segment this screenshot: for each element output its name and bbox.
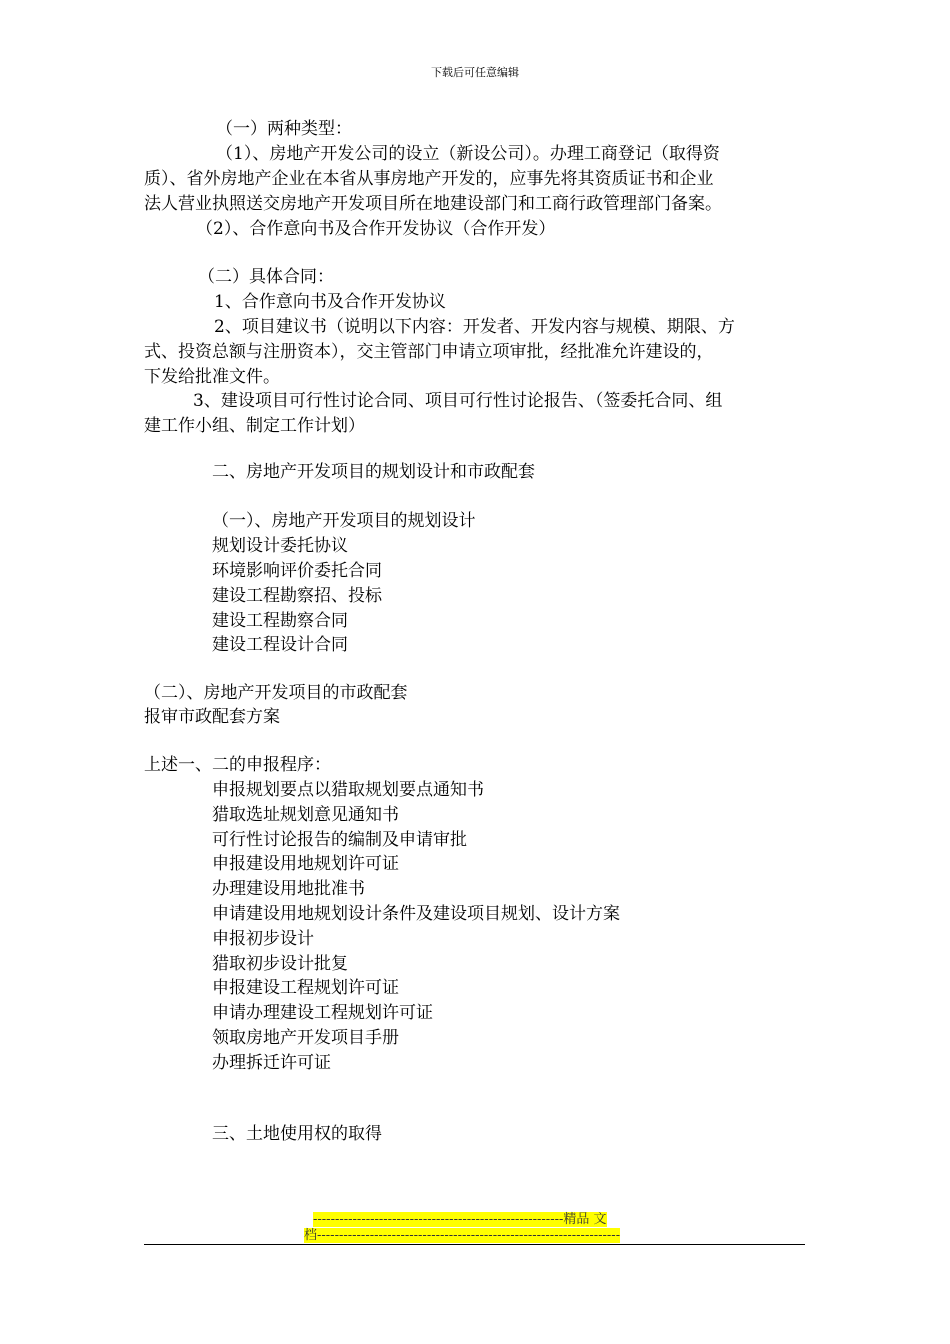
text-line: 下发给批准文件。 <box>144 367 280 387</box>
text-line: （1）、房地产开发公司的设立（新设公司）。办理工商登记（取得资 <box>216 144 720 164</box>
section-heading: 三、土地使用权的取得 <box>212 1124 382 1144</box>
section-heading: 二、房地产开发项目的规划设计和市政配套 <box>212 462 535 482</box>
text-line: 1、合作意向书及合作开发协议 <box>214 292 446 312</box>
subsection-heading: （二）、房地产开发项目的市政配套 <box>144 683 408 703</box>
text-line: 2、项目建议书（说明以下内容：开发者、开发内容与规模、期限、方 <box>214 317 735 337</box>
list-item: 环境影响评价委托合同 <box>212 561 382 581</box>
list-item: 规划设计委托协议 <box>212 536 348 556</box>
footer-line-1: ---------------------------------------------------------精品 文 <box>313 1212 607 1227</box>
list-item: 报审市政配套方案 <box>144 707 280 727</box>
list-item: 猎取选址规划意见通知书 <box>212 805 399 825</box>
list-item: 申请建设用地规划设计条件及建设项目规划、设计方案 <box>212 904 620 924</box>
page-header: 下载后可任意编辑 <box>431 66 519 79</box>
list-item: 建设工程设计合同 <box>212 635 348 655</box>
list-item: 领取房地产开发项目手册 <box>212 1028 399 1048</box>
list-item: 建设工程勘察招、投标 <box>212 586 382 606</box>
text-line: 式、投资总额与注册资本），交主管部门申请立项审批，经批准允许建设的， <box>144 342 714 362</box>
text-line: 3、建设项目可行性讨论合同、项目可行性讨论报告、（签委托合同、组 <box>193 391 723 411</box>
text-line: （一）两种类型： <box>216 119 352 139</box>
subsection-heading: （一）、房地产开发项目的规划设计 <box>212 511 476 531</box>
list-item: 办理建设用地批准书 <box>212 879 365 899</box>
text-line: 质）、省外房地产企业在本省从事房地产开发的，应事先将其资质证书和企业 <box>144 169 714 189</box>
text-line: （二）具体合同： <box>198 267 334 287</box>
list-item: 可行性讨论报告的编制及申请审批 <box>212 830 467 850</box>
list-item: 申报建设用地规划许可证 <box>212 854 399 874</box>
list-item: 申报规划要点以猎取规划要点通知书 <box>212 780 484 800</box>
procedure-heading: 上述一、二的申报程序： <box>144 755 331 775</box>
list-item: 申报初步设计 <box>212 929 314 949</box>
list-item: 建设工程勘察合同 <box>212 611 348 631</box>
text-line: （2）、合作意向书及合作开发协议（合作开发） <box>196 219 556 239</box>
list-item: 猎取初步设计批复 <box>212 954 348 974</box>
list-item: 申请办理建设工程规划许可证 <box>212 1003 433 1023</box>
list-item: 办理拆迁许可证 <box>212 1053 331 1073</box>
footer-line-2: 档--------------------------------------------------------------------- <box>304 1228 621 1243</box>
text-line: 法人营业执照送交房地产开发项目所在地建设部门和工商行政管理部门备案。 <box>144 194 722 214</box>
list-item: 申报建设工程规划许可证 <box>212 978 399 998</box>
footer-rule <box>144 1244 805 1245</box>
text-line: 建工作小组、制定工作计划） <box>144 416 365 436</box>
